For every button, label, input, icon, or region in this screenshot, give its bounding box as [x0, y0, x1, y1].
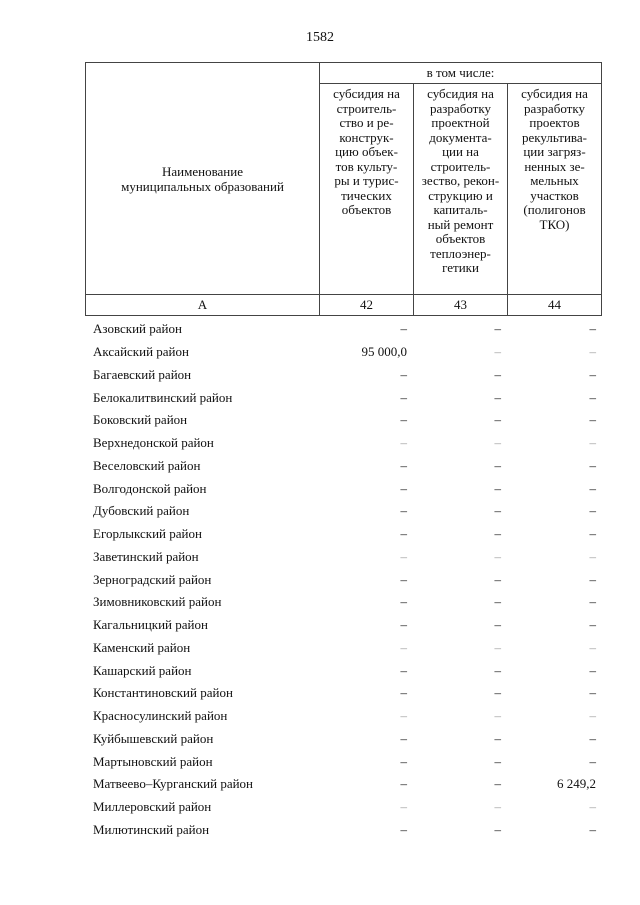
value-cell-44: –: [589, 389, 596, 405]
column-header-name: [86, 63, 320, 295]
value-cell-44: –: [589, 753, 596, 769]
table-row: [85, 705, 601, 728]
table-row: [85, 546, 601, 569]
table-row: [85, 682, 601, 705]
value-cell-44: –: [589, 639, 596, 655]
municipality-name: Боковский район: [93, 412, 188, 428]
value-cell-43: –: [494, 548, 501, 564]
column-header-line: конструк-: [339, 129, 394, 145]
column-header-line: объектов: [341, 202, 392, 217]
value-cell-42: –: [400, 412, 407, 428]
column-header-line: документа-: [429, 129, 492, 145]
column-header-42: [320, 84, 414, 295]
value-cell-42: –: [400, 594, 407, 610]
value-cell-44: –: [589, 366, 596, 382]
municipality-name: Волгодонской район: [93, 480, 207, 496]
municipality-name: Дубовский район: [93, 503, 190, 519]
value-cell-43: –: [494, 503, 501, 519]
municipality-name: Верхнедонской район: [93, 435, 214, 451]
header-name-line: Наименование: [162, 163, 243, 179]
table-row: [85, 728, 601, 751]
municipality-name: Матвеево–Курганский район: [93, 776, 254, 792]
value-cell-43: –: [494, 708, 501, 724]
table-row: [85, 386, 601, 409]
municipality-name: Каменский район: [93, 639, 191, 655]
column-header-line: объектов: [435, 231, 486, 246]
value-cell-44: –: [589, 662, 596, 678]
value-cell-44: –: [589, 435, 596, 451]
value-cell-43: –: [494, 821, 501, 837]
table-row: [85, 659, 601, 682]
table-row: [85, 432, 601, 455]
table-row: [85, 477, 601, 500]
column-header-line: ры и турис-: [334, 173, 399, 188]
table-row: [85, 455, 601, 478]
value-cell-42: –: [400, 435, 407, 451]
column-group-label: в том числе:: [320, 63, 602, 84]
value-cell-43: –: [494, 344, 501, 360]
column-header-line: проектной: [431, 115, 490, 130]
table-body: [85, 318, 601, 841]
table-row: [85, 773, 601, 796]
municipality-name: Зимовниковский район: [93, 594, 222, 610]
column-header-line: тических: [341, 187, 392, 203]
value-cell-42: –: [400, 526, 407, 542]
value-cell-43: –: [494, 685, 501, 701]
value-cell-44: –: [589, 548, 596, 564]
value-cell-43: –: [494, 571, 501, 587]
value-cell-44: –: [589, 457, 596, 473]
column-header-line: строитель-: [336, 100, 397, 116]
municipality-name: Егорлыкский район: [93, 526, 202, 542]
value-cell-42: –: [400, 503, 407, 519]
column-header-line: мельных: [530, 173, 579, 188]
column-header-44: [508, 84, 602, 295]
column-header-line: строитель-: [430, 158, 491, 174]
value-cell-43: –: [494, 639, 501, 655]
column-header-line: (полигонов: [523, 202, 586, 217]
value-cell-43: –: [494, 617, 501, 633]
municipality-name: Зерноградский район: [93, 571, 212, 587]
municipality-name: Красносулинский район: [93, 708, 228, 724]
value-cell-44: –: [589, 412, 596, 428]
column-header-line: участков: [530, 187, 579, 203]
value-cell-44: –: [589, 617, 596, 633]
value-cell-44: –: [589, 730, 596, 746]
index-cell-43: 43: [414, 295, 508, 316]
value-cell-42: –: [400, 321, 407, 337]
column-header-line: ТКО): [539, 216, 570, 232]
value-cell-43: –: [494, 594, 501, 610]
table-row: [85, 796, 601, 819]
municipality-name: Белокалитвинский район: [93, 389, 233, 405]
column-header-line: проектов: [529, 115, 580, 130]
value-cell-42: –: [400, 753, 407, 769]
table-row: [85, 318, 601, 341]
value-cell-43: –: [494, 799, 501, 815]
page-number: 1582: [306, 30, 334, 45]
value-cell-44: 6 249,2: [557, 776, 596, 792]
value-cell-43: –: [494, 526, 501, 542]
value-cell-42: –: [400, 776, 407, 792]
column-header-line: гетики: [442, 260, 479, 275]
column-header-line: разработку: [524, 100, 585, 116]
table-row: [85, 614, 601, 637]
value-cell-43: –: [494, 480, 501, 496]
value-cell-42: –: [400, 366, 407, 382]
table-row: [85, 364, 601, 387]
column-header-line: зество, рекон-: [421, 173, 500, 188]
index-cell-44: 44: [508, 295, 602, 316]
column-header-line: разработку: [430, 100, 491, 116]
municipality-name: Куйбышевский район: [93, 730, 214, 746]
value-cell-44: –: [589, 526, 596, 542]
value-cell-44: –: [589, 344, 596, 360]
column-header-line: субсидия на: [427, 86, 494, 101]
municipality-name: Багаевский район: [93, 366, 192, 382]
municipality-name: Аксайский район: [93, 344, 189, 360]
value-cell-42: –: [400, 730, 407, 746]
value-cell-42: –: [400, 639, 407, 655]
municipality-name: Константиновский район: [93, 685, 233, 701]
column-header-line: капиталь-: [433, 202, 488, 217]
index-cell-a: А: [86, 295, 320, 316]
municipality-name: Мартыновский район: [93, 753, 213, 769]
value-cell-42: –: [400, 457, 407, 473]
value-cell-42: –: [400, 571, 407, 587]
value-cell-44: –: [589, 685, 596, 701]
column-header-line: рекультива-: [522, 129, 587, 145]
column-header-line: ный ремонт: [427, 216, 494, 232]
value-cell-42: –: [400, 617, 407, 633]
value-cell-43: –: [494, 321, 501, 337]
value-cell-44: –: [589, 708, 596, 724]
value-cell-42: 95 000,0: [361, 344, 407, 360]
municipality-name: Заветинский район: [93, 548, 199, 564]
value-cell-42: –: [400, 821, 407, 837]
value-cell-44: –: [589, 594, 596, 610]
header-name-line: муниципальных образований: [121, 178, 284, 194]
value-cell-42: –: [400, 389, 407, 405]
value-cell-43: –: [494, 435, 501, 451]
municipality-name: Азовский район: [93, 321, 182, 337]
column-header-line: субсидия на: [521, 86, 588, 101]
column-header-line: ции загряз-: [523, 144, 586, 159]
value-cell-43: –: [494, 662, 501, 678]
value-cell-43: –: [494, 753, 501, 769]
table-header: [85, 62, 602, 316]
value-cell-44: –: [589, 821, 596, 837]
column-header-line: цию объек-: [335, 144, 398, 159]
column-header-line: субсидия на: [333, 86, 400, 101]
value-cell-44: –: [589, 503, 596, 519]
column-header-43: [414, 84, 508, 295]
value-cell-44: –: [589, 480, 596, 496]
table-row: [85, 637, 601, 660]
value-cell-43: –: [494, 776, 501, 792]
column-header-line: тов культу-: [335, 158, 398, 174]
value-cell-42: –: [400, 480, 407, 496]
value-cell-43: –: [494, 412, 501, 428]
value-cell-44: –: [589, 321, 596, 337]
municipality-name: Миллеровский район: [93, 799, 212, 815]
value-cell-43: –: [494, 366, 501, 382]
municipality-name: Милютинский район: [93, 821, 210, 837]
table-row: [85, 819, 601, 842]
table-row: [85, 523, 601, 546]
table-row: [85, 568, 601, 591]
value-cell-42: –: [400, 799, 407, 815]
municipality-name: Кашарский район: [93, 662, 192, 678]
value-cell-43: –: [494, 730, 501, 746]
municipality-name: Кагальницкий район: [93, 617, 208, 633]
value-cell-42: –: [400, 662, 407, 678]
value-cell-44: –: [589, 799, 596, 815]
municipality-name: Веселовский район: [93, 457, 201, 473]
column-header-line: теплоэнер-: [430, 245, 491, 261]
value-cell-42: –: [400, 548, 407, 564]
table-row: [85, 591, 601, 614]
column-header-line: струкцию и: [428, 187, 493, 203]
value-cell-44: –: [589, 571, 596, 587]
table-row: [85, 750, 601, 773]
column-header-line: ство и ре-: [339, 115, 394, 130]
table-row: [85, 500, 601, 523]
table-row: [85, 341, 601, 364]
value-cell-43: –: [494, 457, 501, 473]
value-cell-42: –: [400, 708, 407, 724]
value-cell-43: –: [494, 389, 501, 405]
index-cell-42: 42: [320, 295, 414, 316]
column-header-line: ненных зе-: [524, 158, 585, 174]
value-cell-42: –: [400, 685, 407, 701]
table-row: [85, 409, 601, 432]
column-header-line: ции на: [442, 144, 479, 159]
